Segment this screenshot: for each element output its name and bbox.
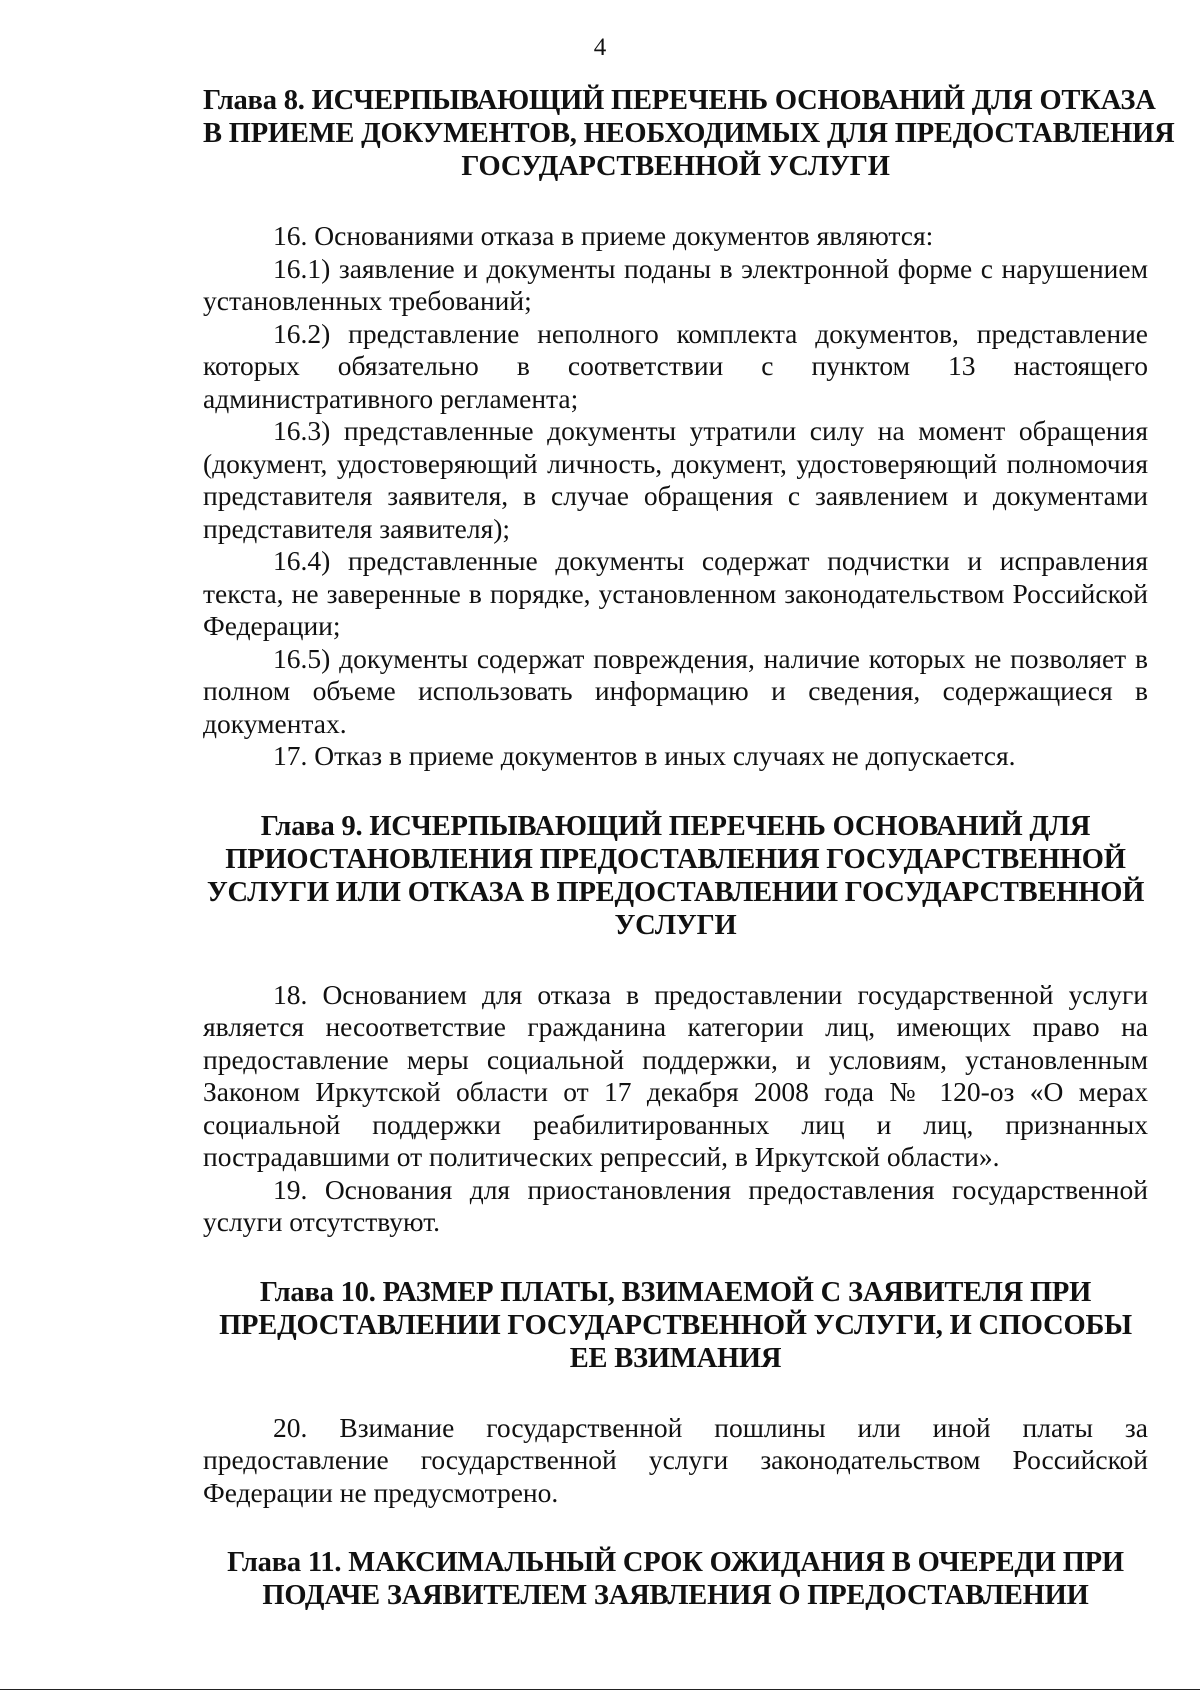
paragraph-16-5: 16.5) документы содержат повреждения, наличие которых не позволяет в полном объеме использовать информацию и сведения, содержащиеся в документах. [203, 642, 1148, 739]
document-body [203, 84, 1175, 1612]
chapter-title-line: ПРЕДОСТАВЛЕНИИ ГОСУДАРСТВЕННОЙ УСЛУГИ, И СПОСОБЫ [219, 1309, 1132, 1341]
paragraph-16-2: 16.2) представление неполного комплекта документов, представление которых обязательно в соответствии с пунктом 13 настоящего административного регламента; [203, 317, 1148, 414]
chapter-title-line: УСЛУГИ [614, 909, 737, 941]
chapter-10-title [203, 1276, 1148, 1375]
paragraph-20: 20. Взимание государственной пошлины или иной платы за предоставление государственной услуги законодательством Российской Федерации не предусмотрено. [203, 1411, 1148, 1508]
chapter-title-line: Глава 11. МАКСИМАЛЬНЫЙ СРОК ОЖИДАНИЯ В ОЧЕРЕДИ ПРИ [227, 1547, 1124, 1578]
page-bottom-edge [0, 1689, 1200, 1690]
chapter-title-line: ПОДАЧЕ ЗАЯВИТЕЛЕМ ЗАЯВЛЕНИЯ О ПРЕДОСТАВЛЕНИИ [262, 1580, 1089, 1611]
chapter-title-line: ЕЕ ВЗИМАНИЯ [569, 1342, 782, 1374]
chapter-title-line: Глава 8. ИСЧЕРПЫВАЮЩИЙ ПЕРЕЧЕНЬ ОСНОВАНИЙ ДЛЯ ОТКАЗА [203, 85, 1156, 116]
chapter-title-line: ПРИОСТАНОВЛЕНИЯ ПРЕДОСТАВЛЕНИЯ ГОСУДАРСТВЕННОЙ [225, 843, 1126, 875]
chapter-11-title [203, 1546, 1148, 1612]
chapter-title-line: Глава 9. ИСЧЕРПЫВАЮЩИЙ ПЕРЕЧЕНЬ ОСНОВАНИЙ ДЛЯ [260, 810, 1091, 842]
paragraph-16-3: 16.3) представленные документы утратили силу на момент обращения (документ, удостоверяющий личность, документ, удостоверяющий полномочия представителя заявителя, в случае обращения с заявлением и документами представителя заявителя); [203, 415, 1148, 544]
paragraph-16-1: 16.1) заявление и документы поданы в электронной форме с нарушением установленных требований; [203, 252, 1148, 316]
paragraph-17: 17. Отказ в приеме документов в иных случаях не допускается. [273, 740, 1016, 771]
chapter-title-line: Глава 10. РАЗМЕР ПЛАТЫ, ВЗИМАЕМОЙ С ЗАЯВИТЕЛЯ ПРИ [259, 1276, 1092, 1308]
page-number: 4 [593, 34, 607, 61]
paragraph-16-4: 16.4) представленные документы содержат подчистки и исправления текста, не заверенные в порядке, установленном законодательством Российской Федерации; [203, 545, 1148, 641]
paragraph-19: 19. Основания для приостановления предоставления государственной услуги отсутствуют. [203, 1173, 1148, 1237]
chapter-9-title [203, 810, 1148, 942]
chapter-title-line: В ПРИЕМЕ ДОКУМЕНТОВ, НЕОБХОДИМЫХ ДЛЯ ПРЕДОСТАВЛЕНИЯ [203, 118, 1175, 149]
chapter-8-title [203, 84, 1175, 183]
paragraph-18: 18. Основанием для отказа в предоставлении государственной услуги является несоответствие гражданина категории лиц, имеющих право на предоставление меры социальной поддержки, и условиям, установленным Законом Иркутской области от 17 декабря 2008 года № 120-оз «О мерах социальной поддержки реабилитированных лиц и лиц, признанных пострадавшими от политических репрессий, в Иркутской области». [203, 978, 1148, 1172]
chapter-title-line: ГОСУДАРСТВЕННОЙ УСЛУГИ [461, 151, 890, 182]
paragraph-16: 16. Основаниями отказа в приеме документов являются: [273, 220, 934, 251]
chapter-title-line: УСЛУГИ ИЛИ ОТКАЗА В ПРЕДОСТАВЛЕНИИ ГОСУДАРСТВЕННОЙ [206, 876, 1145, 908]
